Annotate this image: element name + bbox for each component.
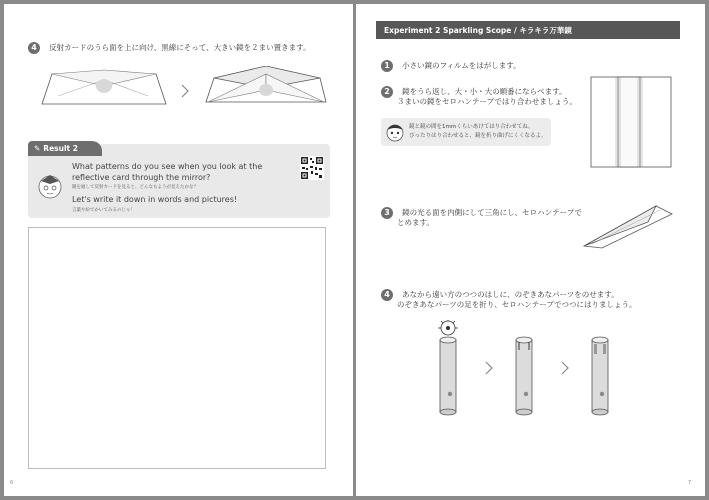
result-tab: [28, 141, 102, 156]
step-text: 小さい鏡のフィルムをはがします。: [402, 61, 521, 70]
tube-with-peephole-part: [438, 320, 458, 415]
tip-line-2: ぴったりはり合わせると、鏡を折り曲げにくくなるよ。: [409, 133, 547, 139]
step-text: あなから遠い方のつつのはしに、のぞきあなパーツをのせます。: [402, 290, 619, 299]
step-text: 鏡をうら返し、大・小・大の順番にならべます。: [402, 87, 567, 96]
result-question-jp: 鏡を通して反射カードを見ると、どんなもようが見えたかな？: [72, 185, 198, 190]
step-1-row: [381, 55, 521, 74]
tip-box: [381, 118, 551, 146]
step-text-line-2: ３まいの鏡をセロハンテープではり合わせましょう。: [397, 97, 577, 106]
tube-peephole-taped: [592, 337, 608, 415]
step-number: 2: [381, 86, 393, 98]
result-2-box: [28, 144, 330, 218]
result-instruction-en: Let's write it down in words and pictures!: [72, 195, 238, 204]
professor-character-icon: [36, 172, 64, 200]
left-page: [4, 4, 353, 496]
step-number: 3: [381, 207, 393, 219]
triangular-prism-illustration: [582, 202, 674, 250]
character-face-icon: [384, 121, 406, 143]
arrow-icon: [182, 85, 188, 97]
step-4-row: [28, 37, 311, 56]
tented-mirror-figure: [206, 66, 326, 102]
result-question-en: What patterns do you see when you look at the reflective card through the mirror?: [72, 162, 263, 182]
tube-peephole-folded: [516, 337, 532, 415]
arrow-icon: [486, 362, 492, 374]
step-text: 鏡の光る面を内側にして三角にし、セロハンテープで: [402, 208, 582, 217]
tube-assembly-illustration: [416, 320, 636, 420]
three-mirrors-taped-illustration: [590, 76, 672, 168]
result-tab-label: Result 2: [43, 144, 78, 153]
step-number: 4: [381, 289, 393, 301]
page-number-left: 6: [10, 480, 14, 486]
pencil-icon: ✎: [34, 144, 41, 153]
step-text-line-2: のぞきあなパーツの足を折り、セロハンテープでつつにはりましょう。: [397, 300, 637, 309]
card-mirror-illustration: [38, 66, 328, 116]
page-number-right: 7: [687, 480, 691, 486]
tip-line-1: 鏡と鏡の間を1mmくらいあけてはり合わせてね。: [409, 124, 534, 130]
qr-code-icon[interactable]: [300, 156, 324, 180]
step-text-line-2: とめます。: [397, 218, 434, 227]
step-number: 4: [28, 42, 40, 54]
step-number: 1: [381, 60, 393, 72]
step-text: 反射カードのうら面を上に向け、黒線にそって、大きい鏡を２まい置きます。: [49, 43, 311, 52]
experiment-header: Experiment 2 Sparkling Scope / キラキラ万華鏡: [376, 21, 680, 39]
flat-card-with-mirror-figure: [42, 70, 166, 104]
arrow-icon: [562, 362, 568, 374]
drawing-answer-area[interactable]: [28, 227, 326, 469]
result-instruction-jp: 言葉や絵でかいてみるのじゃ！: [72, 208, 135, 213]
right-page: [356, 4, 705, 496]
